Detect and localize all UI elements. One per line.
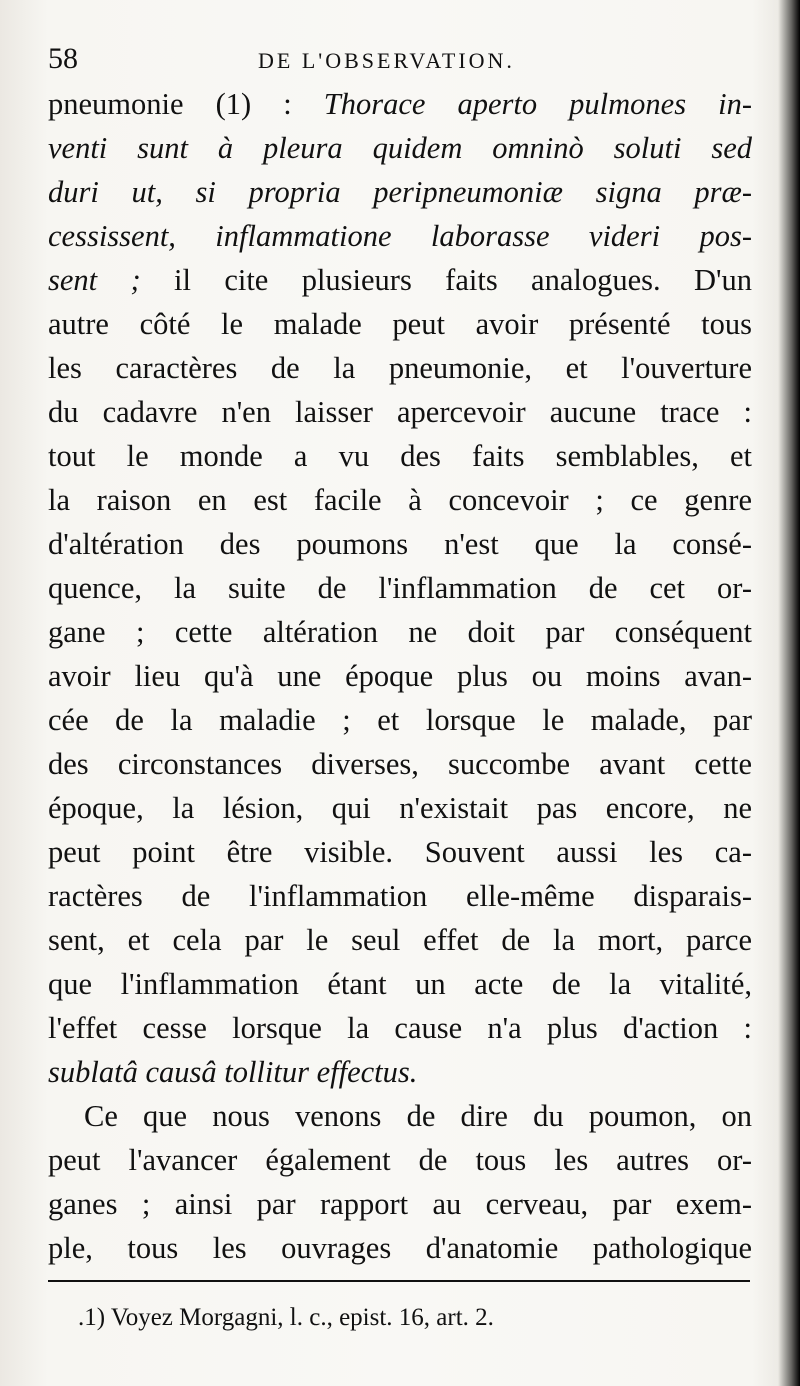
text-run: sent, et cela par le seul effet de la mort, parce (48, 923, 752, 957)
page-edge-shadow (778, 0, 800, 1386)
text-run: peut point être visible. Souvent aussi les ca- (48, 835, 752, 869)
text-line (48, 610, 752, 654)
text-run: il cite plusieurs faits analogues. D'un (140, 263, 752, 297)
text-line (48, 830, 752, 874)
text-line (48, 874, 752, 918)
text-run: les caractères de la pneumonie, et l'ouverture (48, 351, 752, 385)
text-line (48, 434, 752, 478)
text-run: gane ; cette altération ne doit par conséquent (48, 615, 752, 649)
text-line (48, 918, 752, 962)
text-run: ganes ; ainsi par rapport au cerveau, par exem- (48, 1187, 752, 1221)
text-run: tout le monde a vu des faits semblables, et (48, 439, 752, 473)
text-run: la raison en est facile à concevoir ; ce genre (48, 483, 752, 517)
body-text (48, 82, 752, 1270)
text-line (48, 346, 752, 390)
text-run: des circonstances diverses, succombe avant cette (48, 747, 752, 781)
text-run: quence, la suite de l'inflammation de cet or- (48, 571, 752, 605)
footnote: .1) Voyez Morgagni, l. c., epist. 16, art. 2. (78, 1304, 494, 1331)
text-run: avoir lieu qu'à une époque plus ou moins avan- (48, 659, 752, 693)
running-head: DE L'OBSERVATION. (258, 48, 515, 73)
text-run: que l'inflammation étant un acte de la vitalité, (48, 967, 752, 1001)
text-line (48, 126, 752, 170)
text-line (48, 654, 752, 698)
text-line (48, 1182, 752, 1226)
text-run: ple, tous les ouvrages d'anatomie pathologique (48, 1231, 752, 1265)
text-line (48, 742, 752, 786)
text-run: Ce que nous venons de dire du poumon, on (84, 1099, 752, 1133)
italic-text-run: sublatâ causâ tollitur effectus. (48, 1055, 418, 1089)
text-line (48, 1006, 752, 1050)
italic-text-run: cessissent, inflammatione laborasse videri pos- (48, 219, 752, 253)
text-run: du cadavre n'en laisser apercevoir aucune trace : (48, 395, 752, 429)
text-line (48, 170, 752, 214)
text-line (48, 1050, 752, 1094)
text-line (48, 1226, 752, 1270)
page-header (48, 40, 748, 80)
italic-text-run: venti sunt à pleura quidem omninò soluti sed (48, 131, 752, 165)
text-line (48, 258, 752, 302)
text-run: d'altération des poumons n'est que la consé- (48, 527, 752, 561)
text-run: autre côté le malade peut avoir présenté tous (48, 307, 752, 341)
text-line (48, 302, 752, 346)
text-line (48, 786, 752, 830)
text-line (48, 1138, 752, 1182)
text-line (48, 962, 752, 1006)
text-run: époque, la lésion, qui n'existait pas encore, ne (48, 791, 752, 825)
italic-text-run: Thorace aperto pulmones in- (323, 87, 752, 121)
text-run: l'effet cesse lorsque la cause n'a plus d'action : (48, 1011, 752, 1045)
text-line (48, 698, 752, 742)
text-run: cée de la maladie ; et lorsque le malade, par (48, 703, 752, 737)
text-line (48, 478, 752, 522)
text-line (48, 566, 752, 610)
text-line (48, 82, 752, 126)
text-line (48, 214, 752, 258)
footnote-rule (48, 1280, 750, 1282)
text-run: pneumonie (1) : (48, 87, 324, 121)
italic-text-run: sent ; (48, 263, 141, 297)
page-number: 58 (48, 42, 78, 75)
italic-text-run: duri ut, si propria peripneumoniæ signa præ- (48, 175, 752, 209)
text-line (48, 1094, 752, 1138)
text-line (48, 390, 752, 434)
text-run: ractères de l'inflammation elle-même disparais- (48, 879, 752, 913)
text-line (48, 522, 752, 566)
text-run: peut l'avancer également de tous les autres or- (48, 1143, 752, 1177)
